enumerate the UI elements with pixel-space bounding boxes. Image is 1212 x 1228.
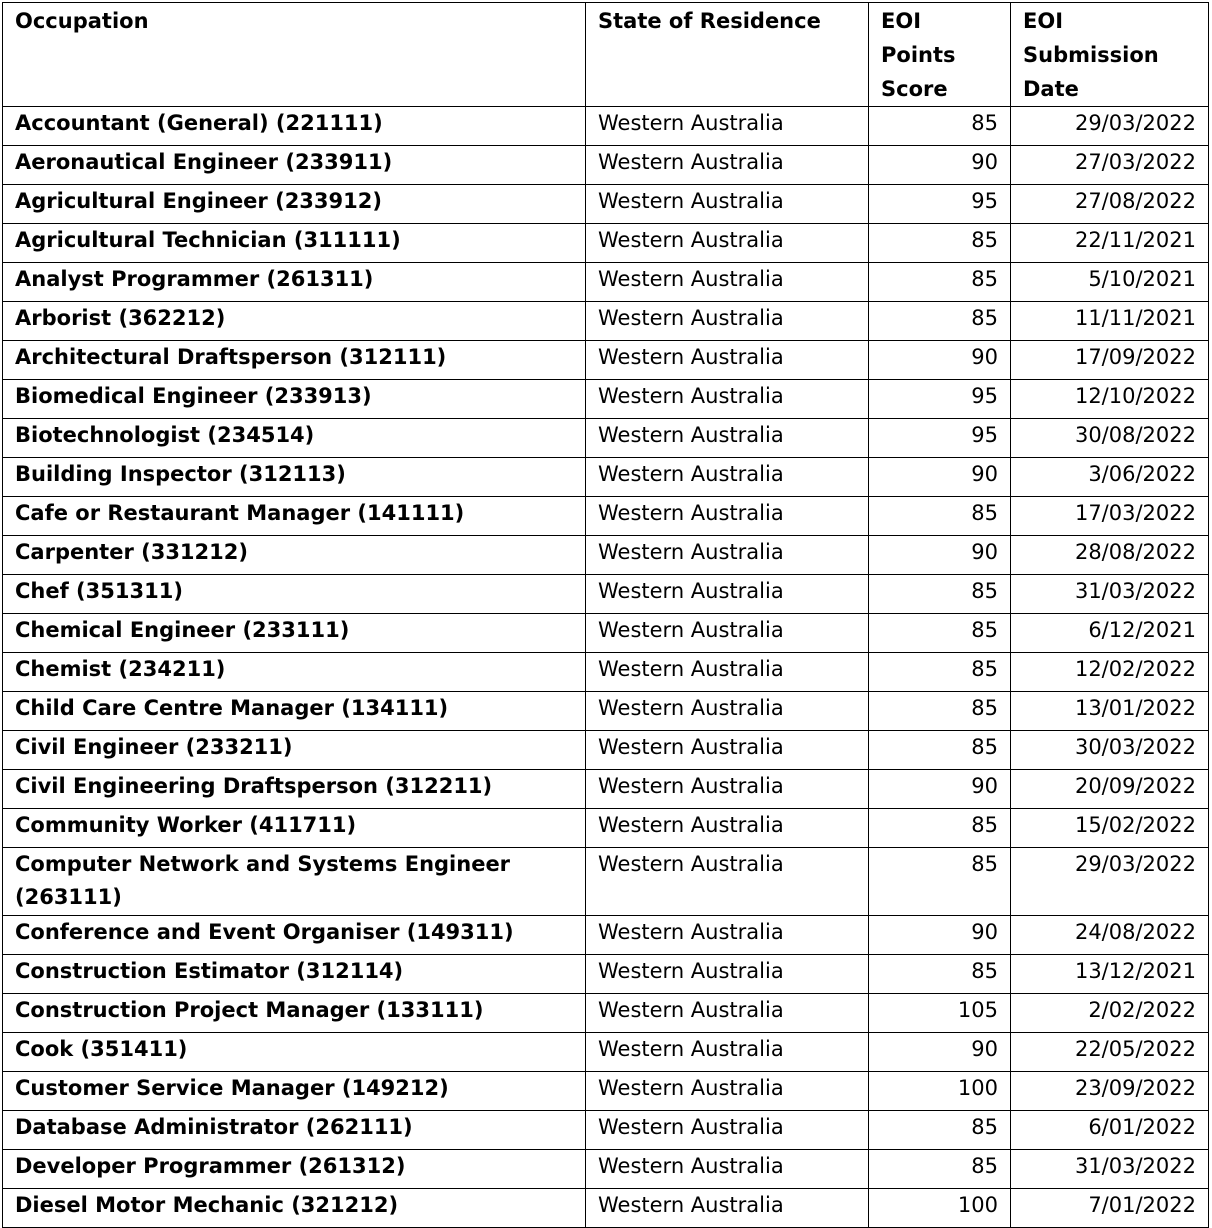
points-score-cell: 95 bbox=[869, 380, 1011, 419]
occupation-cell: Diesel Motor Mechanic (321212) bbox=[3, 1189, 586, 1228]
occupation-cell: Chef (351311) bbox=[3, 575, 586, 614]
submission-date-cell: 24/08/2022 bbox=[1011, 916, 1209, 955]
table-row bbox=[3, 341, 1209, 380]
table-row bbox=[3, 185, 1209, 224]
points-score-cell: 90 bbox=[869, 916, 1011, 955]
header-score: EOI Points Score bbox=[869, 3, 1011, 107]
submission-date-cell: 5/10/2021 bbox=[1011, 263, 1209, 302]
submission-date-cell: 17/09/2022 bbox=[1011, 341, 1209, 380]
points-score-cell: 85 bbox=[869, 653, 1011, 692]
table-body bbox=[3, 107, 1209, 1228]
table-row bbox=[3, 994, 1209, 1033]
state-cell: Western Australia bbox=[586, 916, 869, 955]
table-header bbox=[3, 3, 1209, 107]
state-cell: Western Australia bbox=[586, 1189, 869, 1228]
occupation-cell: Agricultural Technician (311111) bbox=[3, 224, 586, 263]
table-row bbox=[3, 848, 1209, 916]
table-row bbox=[3, 809, 1209, 848]
table-row bbox=[3, 536, 1209, 575]
submission-date-cell: 30/08/2022 bbox=[1011, 419, 1209, 458]
points-score-cell: 85 bbox=[869, 224, 1011, 263]
table-row bbox=[3, 1111, 1209, 1150]
points-score-cell: 90 bbox=[869, 1033, 1011, 1072]
header-state: State of Residence bbox=[586, 3, 869, 107]
points-score-cell: 85 bbox=[869, 614, 1011, 653]
occupation-cell: Chemical Engineer (233111) bbox=[3, 614, 586, 653]
header-row bbox=[3, 3, 1209, 107]
points-score-cell: 95 bbox=[869, 419, 1011, 458]
submission-date-cell: 31/03/2022 bbox=[1011, 1150, 1209, 1189]
table-row bbox=[3, 497, 1209, 536]
submission-date-cell: 27/08/2022 bbox=[1011, 185, 1209, 224]
state-cell: Western Australia bbox=[586, 185, 869, 224]
table-row bbox=[3, 224, 1209, 263]
points-score-cell: 85 bbox=[869, 497, 1011, 536]
table-row bbox=[3, 653, 1209, 692]
occupation-cell: Child Care Centre Manager (134111) bbox=[3, 692, 586, 731]
state-cell: Western Australia bbox=[586, 653, 869, 692]
table-row bbox=[3, 1033, 1209, 1072]
points-score-cell: 85 bbox=[869, 1150, 1011, 1189]
table-row bbox=[3, 731, 1209, 770]
table-row bbox=[3, 1072, 1209, 1111]
occupation-cell: Chemist (234211) bbox=[3, 653, 586, 692]
occupation-cell: Arborist (362212) bbox=[3, 302, 586, 341]
occupation-cell: Analyst Programmer (261311) bbox=[3, 263, 586, 302]
state-cell: Western Australia bbox=[586, 419, 869, 458]
state-cell: Western Australia bbox=[586, 994, 869, 1033]
points-score-cell: 90 bbox=[869, 770, 1011, 809]
points-score-cell: 95 bbox=[869, 185, 1011, 224]
points-score-cell: 105 bbox=[869, 994, 1011, 1033]
points-score-cell: 85 bbox=[869, 955, 1011, 994]
occupation-cell: Cook (351411) bbox=[3, 1033, 586, 1072]
occupation-cell: Community Worker (411711) bbox=[3, 809, 586, 848]
points-score-cell: 85 bbox=[869, 107, 1011, 146]
submission-date-cell: 6/12/2021 bbox=[1011, 614, 1209, 653]
occupation-cell: Construction Estimator (312114) bbox=[3, 955, 586, 994]
occupation-cell: Architectural Draftsperson (312111) bbox=[3, 341, 586, 380]
state-cell: Western Australia bbox=[586, 146, 869, 185]
occupation-cell: Aeronautical Engineer (233911) bbox=[3, 146, 586, 185]
submission-date-cell: 29/03/2022 bbox=[1011, 848, 1209, 916]
table-row bbox=[3, 419, 1209, 458]
state-cell: Western Australia bbox=[586, 224, 869, 263]
occupation-cell: Construction Project Manager (133111) bbox=[3, 994, 586, 1033]
state-cell: Western Australia bbox=[586, 302, 869, 341]
table-row bbox=[3, 107, 1209, 146]
submission-date-cell: 17/03/2022 bbox=[1011, 497, 1209, 536]
points-score-cell: 85 bbox=[869, 263, 1011, 302]
table-row bbox=[3, 263, 1209, 302]
table-row bbox=[3, 575, 1209, 614]
submission-date-cell: 20/09/2022 bbox=[1011, 770, 1209, 809]
eoi-table bbox=[2, 2, 1209, 1228]
table-row bbox=[3, 955, 1209, 994]
submission-date-cell: 29/03/2022 bbox=[1011, 107, 1209, 146]
occupation-cell: Computer Network and Systems Engineer (263111) bbox=[3, 848, 586, 916]
header-occupation: Occupation bbox=[3, 3, 586, 107]
submission-date-cell: 6/01/2022 bbox=[1011, 1111, 1209, 1150]
state-cell: Western Australia bbox=[586, 1111, 869, 1150]
submission-date-cell: 12/10/2022 bbox=[1011, 380, 1209, 419]
submission-date-cell: 23/09/2022 bbox=[1011, 1072, 1209, 1111]
submission-date-cell: 11/11/2021 bbox=[1011, 302, 1209, 341]
table-row bbox=[3, 1189, 1209, 1228]
submission-date-cell: 22/05/2022 bbox=[1011, 1033, 1209, 1072]
occupation-cell: Customer Service Manager (149212) bbox=[3, 1072, 586, 1111]
state-cell: Western Australia bbox=[586, 1072, 869, 1111]
submission-date-cell: 30/03/2022 bbox=[1011, 731, 1209, 770]
occupation-cell: Carpenter (331212) bbox=[3, 536, 586, 575]
occupation-cell: Building Inspector (312113) bbox=[3, 458, 586, 497]
state-cell: Western Australia bbox=[586, 731, 869, 770]
state-cell: Western Australia bbox=[586, 692, 869, 731]
state-cell: Western Australia bbox=[586, 770, 869, 809]
occupation-cell: Biomedical Engineer (233913) bbox=[3, 380, 586, 419]
state-cell: Western Australia bbox=[586, 341, 869, 380]
occupation-cell: Developer Programmer (261312) bbox=[3, 1150, 586, 1189]
submission-date-cell: 7/01/2022 bbox=[1011, 1189, 1209, 1228]
state-cell: Western Australia bbox=[586, 380, 869, 419]
table-row bbox=[3, 302, 1209, 341]
submission-date-cell: 13/12/2021 bbox=[1011, 955, 1209, 994]
points-score-cell: 85 bbox=[869, 302, 1011, 341]
table-row bbox=[3, 380, 1209, 419]
table-row bbox=[3, 146, 1209, 185]
points-score-cell: 85 bbox=[869, 692, 1011, 731]
points-score-cell: 85 bbox=[869, 848, 1011, 916]
submission-date-cell: 15/02/2022 bbox=[1011, 809, 1209, 848]
state-cell: Western Australia bbox=[586, 1033, 869, 1072]
occupation-cell: Biotechnologist (234514) bbox=[3, 419, 586, 458]
occupation-cell: Agricultural Engineer (233912) bbox=[3, 185, 586, 224]
state-cell: Western Australia bbox=[586, 107, 869, 146]
submission-date-cell: 22/11/2021 bbox=[1011, 224, 1209, 263]
points-score-cell: 100 bbox=[869, 1072, 1011, 1111]
state-cell: Western Australia bbox=[586, 575, 869, 614]
submission-date-cell: 31/03/2022 bbox=[1011, 575, 1209, 614]
state-cell: Western Australia bbox=[586, 955, 869, 994]
points-score-cell: 85 bbox=[869, 809, 1011, 848]
submission-date-cell: 27/03/2022 bbox=[1011, 146, 1209, 185]
table-row bbox=[3, 692, 1209, 731]
points-score-cell: 85 bbox=[869, 575, 1011, 614]
points-score-cell: 85 bbox=[869, 731, 1011, 770]
occupation-cell: Cafe or Restaurant Manager (141111) bbox=[3, 497, 586, 536]
state-cell: Western Australia bbox=[586, 263, 869, 302]
points-score-cell: 100 bbox=[869, 1189, 1011, 1228]
occupation-cell: Civil Engineer (233211) bbox=[3, 731, 586, 770]
state-cell: Western Australia bbox=[586, 536, 869, 575]
submission-date-cell: 12/02/2022 bbox=[1011, 653, 1209, 692]
occupation-cell: Civil Engineering Draftsperson (312211) bbox=[3, 770, 586, 809]
submission-date-cell: 28/08/2022 bbox=[1011, 536, 1209, 575]
state-cell: Western Australia bbox=[586, 809, 869, 848]
submission-date-cell: 13/01/2022 bbox=[1011, 692, 1209, 731]
state-cell: Western Australia bbox=[586, 614, 869, 653]
table-row bbox=[3, 916, 1209, 955]
submission-date-cell: 2/02/2022 bbox=[1011, 994, 1209, 1033]
header-date: EOI Submission Date bbox=[1011, 3, 1209, 107]
points-score-cell: 90 bbox=[869, 536, 1011, 575]
state-cell: Western Australia bbox=[586, 848, 869, 916]
state-cell: Western Australia bbox=[586, 458, 869, 497]
submission-date-cell: 3/06/2022 bbox=[1011, 458, 1209, 497]
state-cell: Western Australia bbox=[586, 1150, 869, 1189]
points-score-cell: 90 bbox=[869, 341, 1011, 380]
points-score-cell: 90 bbox=[869, 146, 1011, 185]
state-cell: Western Australia bbox=[586, 497, 869, 536]
occupation-cell: Database Administrator (262111) bbox=[3, 1111, 586, 1150]
table-row bbox=[3, 458, 1209, 497]
table-row bbox=[3, 614, 1209, 653]
points-score-cell: 90 bbox=[869, 458, 1011, 497]
points-score-cell: 85 bbox=[869, 1111, 1011, 1150]
occupation-cell: Accountant (General) (221111) bbox=[3, 107, 586, 146]
occupation-cell: Conference and Event Organiser (149311) bbox=[3, 916, 586, 955]
table-row bbox=[3, 1150, 1209, 1189]
table-row bbox=[3, 770, 1209, 809]
